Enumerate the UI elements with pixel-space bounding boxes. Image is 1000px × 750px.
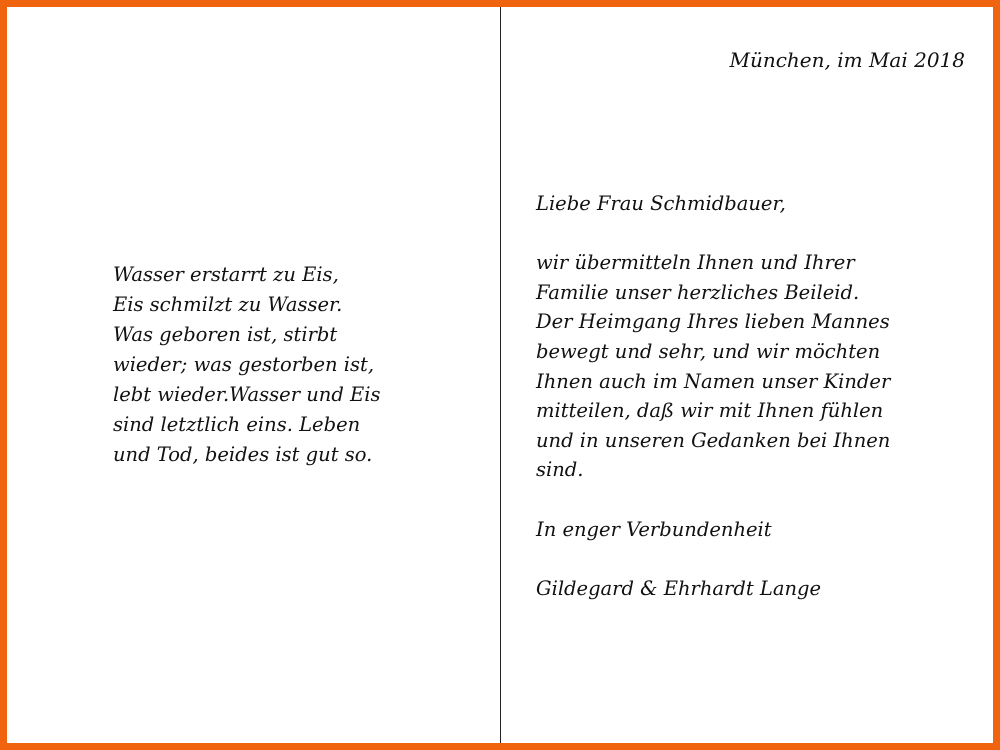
paragraph-gap — [536, 219, 976, 249]
letter-closing: In enger Verbundenheit — [536, 517, 772, 541]
poem-panel — [113, 260, 483, 470]
letter-body-line: sind. — [536, 458, 584, 482]
letter-signature: Gildegard & Ehrhardt Lange — [536, 576, 822, 600]
paragraph-gap — [536, 544, 976, 574]
letter-body-line: wir übermitteln Ihnen und Ihrer — [536, 251, 855, 275]
letter-body-line: und in unseren Gedanken bei Ihnen — [536, 428, 891, 452]
card-fold-line — [500, 7, 501, 743]
letter-body-line: bewegt und sehr, und wir möchten — [536, 339, 881, 363]
letter-body-line: Der Heimgang Ihres lieben Mannes — [536, 310, 890, 334]
poem-line: Wasser erstarrt zu Eis, — [113, 263, 339, 286]
poem-line: lebt wieder.Wasser und Eis — [113, 383, 381, 406]
letter-panel — [536, 189, 976, 603]
poem-line: wieder; was gestorben ist, — [113, 353, 375, 376]
letter-body-line: Ihnen auch im Namen unser Kinder — [536, 369, 891, 393]
letter-salutation: Liebe Frau Schmidbauer, — [536, 192, 786, 215]
letter-body-line: Familie unser herzliches Beileid. — [536, 280, 860, 304]
poem-line: und Tod, beides ist gut so. — [113, 443, 373, 466]
poem-line: Was geboren ist, stirbt — [113, 323, 338, 346]
letter-body-line: mitteilen, daß wir mit Ihnen fühlen — [536, 399, 884, 423]
paragraph-gap — [536, 485, 976, 515]
letter-date: München, im Mai 2018 — [729, 48, 965, 72]
poem-line: sind letztlich eins. Leben — [113, 413, 361, 436]
poem-line: Eis schmilzt zu Wasser. — [113, 293, 343, 316]
